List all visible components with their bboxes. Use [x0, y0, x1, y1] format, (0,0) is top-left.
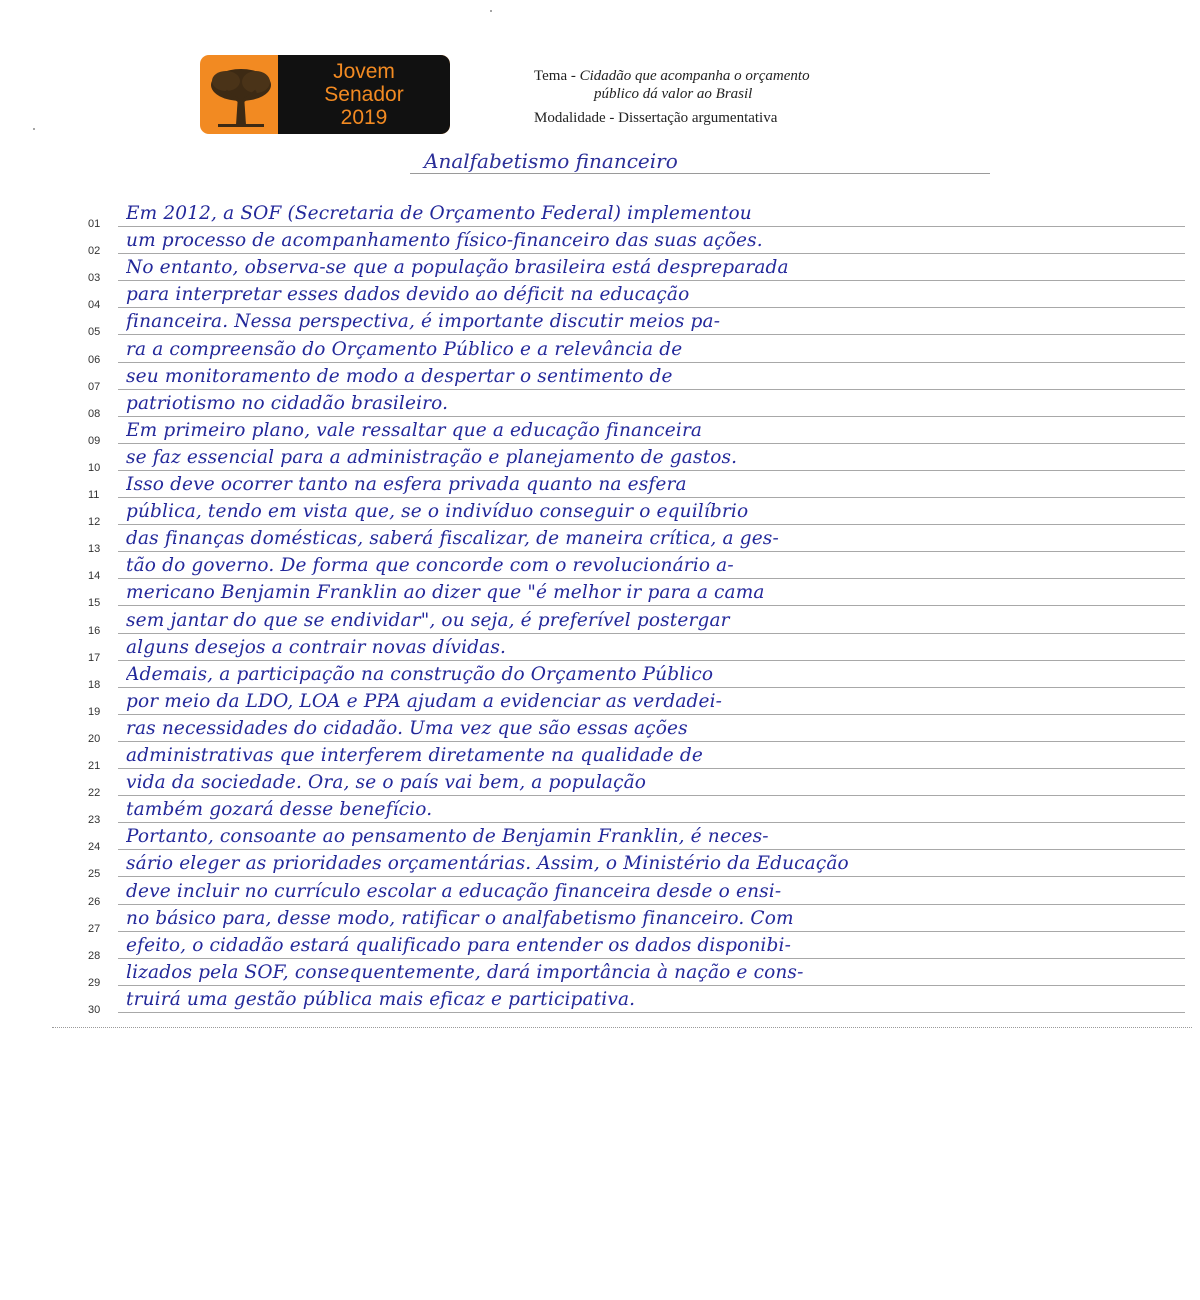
essay-line: patriotismo no cidadão brasileiro.	[126, 393, 449, 414]
essay-line: Ademais, a participação na construção do Orçamento Público	[126, 664, 714, 685]
line-number: 01	[88, 218, 101, 230]
line-number: 17	[88, 652, 101, 664]
writing-rule	[118, 280, 1185, 281]
modalidade-heading: Modalidade - Dissertação argumentativa	[534, 110, 778, 126]
line-number: 13	[88, 543, 101, 555]
line-number: 15	[88, 597, 101, 609]
line-number: 16	[88, 625, 101, 637]
essay-line: Em primeiro plano, vale ressaltar que a educação financeira	[126, 420, 703, 441]
line-number: 28	[88, 950, 101, 962]
essay-line: Isso deve ocorrer tanto na esfera privada quanto na esfera	[126, 474, 687, 495]
line-number: 08	[88, 408, 101, 420]
tema-label: Tema -	[534, 68, 580, 84]
writing-rule	[118, 524, 1185, 525]
scan-speck	[33, 128, 35, 130]
essay-line: das finanças domésticas, saberá fiscalizar, de maneira crítica, a ges-	[126, 528, 779, 549]
essay-line: Portanto, consoante ao pensamento de Benjamin Franklin, é neces-	[126, 826, 769, 847]
writing-rule	[118, 741, 1185, 742]
logo-line-jovem: Jovem	[333, 60, 395, 83]
writing-rule	[118, 768, 1185, 769]
line-number: 18	[88, 679, 101, 691]
tema-line-2: público dá valor ao Brasil	[594, 86, 753, 102]
essay-line: Em 2012, a SOF (Secretaria de Orçamento Federal) implementou	[126, 203, 752, 224]
writing-rule	[118, 578, 1185, 579]
writing-rule	[118, 470, 1185, 471]
essay-line: financeira. Nessa perspectiva, é importante discutir meios pa-	[126, 311, 721, 332]
writing-rule	[118, 443, 1185, 444]
essay-line: para interpretar esses dados devido ao déficit na educação	[126, 284, 690, 305]
essay-line: por meio da LDO, LOA e PPA ajudam a evidenciar as verdadei-	[126, 691, 723, 712]
essay-line: no básico para, desse modo, ratificar o analfabetismo financeiro. Com	[126, 908, 794, 929]
line-number: 10	[88, 462, 101, 474]
essay-line: se faz essencial para a administração e planejamento de gastos.	[126, 447, 738, 468]
essay-line: efeito, o cidadão estará qualificado para entender os dados disponibi-	[126, 935, 791, 956]
essay-line: deve incluir no currículo escolar a educação financeira desde o ensi-	[126, 881, 782, 902]
essay-line: vida da sociedade. Ora, se o país vai bem, a população	[126, 772, 647, 793]
page-divider	[52, 1027, 1192, 1028]
line-number: 07	[88, 381, 101, 393]
essay-line: sário eleger as prioridades orçamentárias. Assim, o Ministério da Educação	[126, 853, 849, 874]
essay-line: seu monitoramento de modo a despertar o sentimento de	[126, 366, 673, 387]
line-number: 02	[88, 245, 101, 257]
writing-rule	[118, 253, 1185, 254]
line-number: 26	[88, 896, 101, 908]
writing-rule	[118, 904, 1185, 905]
writing-rule	[118, 389, 1185, 390]
writing-rule	[118, 876, 1185, 877]
writing-rule	[118, 687, 1185, 688]
writing-rule	[118, 958, 1185, 959]
line-number: 11	[88, 489, 100, 501]
essay-line: ra a compreensão do Orçamento Público e a relevância de	[126, 339, 683, 360]
line-number: 04	[88, 299, 101, 311]
line-number: 03	[88, 272, 101, 284]
essay-line: alguns desejos a contrair novas dívidas.	[126, 637, 507, 658]
writing-rule	[118, 497, 1185, 498]
line-number: 14	[88, 570, 101, 582]
line-number: 25	[88, 868, 101, 880]
writing-rule	[118, 1012, 1185, 1013]
line-number: 06	[88, 354, 101, 366]
line-number: 30	[88, 1004, 101, 1016]
essay-line: tão do governo. De forma que concorde com o revolucionário a-	[126, 555, 734, 576]
writing-rule	[118, 660, 1185, 661]
writing-rule	[118, 551, 1185, 552]
essay-line: lizados pela SOF, consequentemente, dará importância à nação e cons-	[126, 962, 804, 983]
writing-rule	[118, 795, 1185, 796]
essay-line: um processo de acompanhamento físico-financeiro das suas ações.	[126, 230, 763, 251]
line-number: 20	[88, 733, 101, 745]
writing-rule	[118, 416, 1185, 417]
line-number: 24	[88, 841, 101, 853]
logo-line-senador: Senador	[324, 83, 404, 106]
essay-line: pública, tendo em vista que, se o indivíduo conseguir o equilíbrio	[126, 501, 749, 522]
writing-rule	[118, 307, 1185, 308]
writing-rule	[118, 362, 1185, 363]
scan-speck	[490, 10, 492, 12]
essay-line: administrativas que interferem diretamente na qualidade de	[126, 745, 703, 766]
writing-rule	[118, 714, 1185, 715]
line-number: 12	[88, 516, 101, 528]
line-number: 09	[88, 435, 101, 447]
line-number: 05	[88, 326, 101, 338]
line-number: 21	[88, 760, 101, 772]
writing-rule	[118, 985, 1185, 986]
writing-rule	[118, 226, 1185, 227]
writing-rule	[118, 605, 1185, 606]
essay-line: também gozará desse benefício.	[126, 799, 433, 820]
writing-rule	[118, 334, 1185, 335]
writing-rule	[118, 822, 1185, 823]
essay-title: Analfabetismo financeiro	[410, 150, 990, 174]
writing-rule	[118, 633, 1185, 634]
logo-line-year: 2019	[340, 106, 388, 129]
writing-rule	[118, 931, 1185, 932]
line-number: 29	[88, 977, 101, 989]
line-number: 23	[88, 814, 101, 826]
line-number: 22	[88, 787, 101, 799]
essay-line: No entanto, observa-se que a população brasileira está despreparada	[126, 257, 789, 278]
tema-line-1: Cidadão que acompanha o orçamento	[579, 68, 810, 84]
essay-line: truirá uma gestão pública mais eficaz e participativa.	[126, 989, 636, 1010]
essay-line: ras necessidades do cidadão. Uma vez que são essas ações	[126, 718, 688, 739]
essay-line: sem jantar do que se endividar", ou seja, é preferível postergar	[126, 610, 730, 631]
line-number: 27	[88, 923, 101, 935]
line-number: 19	[88, 706, 101, 718]
essay-line: mericano Benjamin Franklin ao dizer que "é melhor ir para a cama	[126, 582, 765, 603]
writing-rule	[118, 849, 1185, 850]
